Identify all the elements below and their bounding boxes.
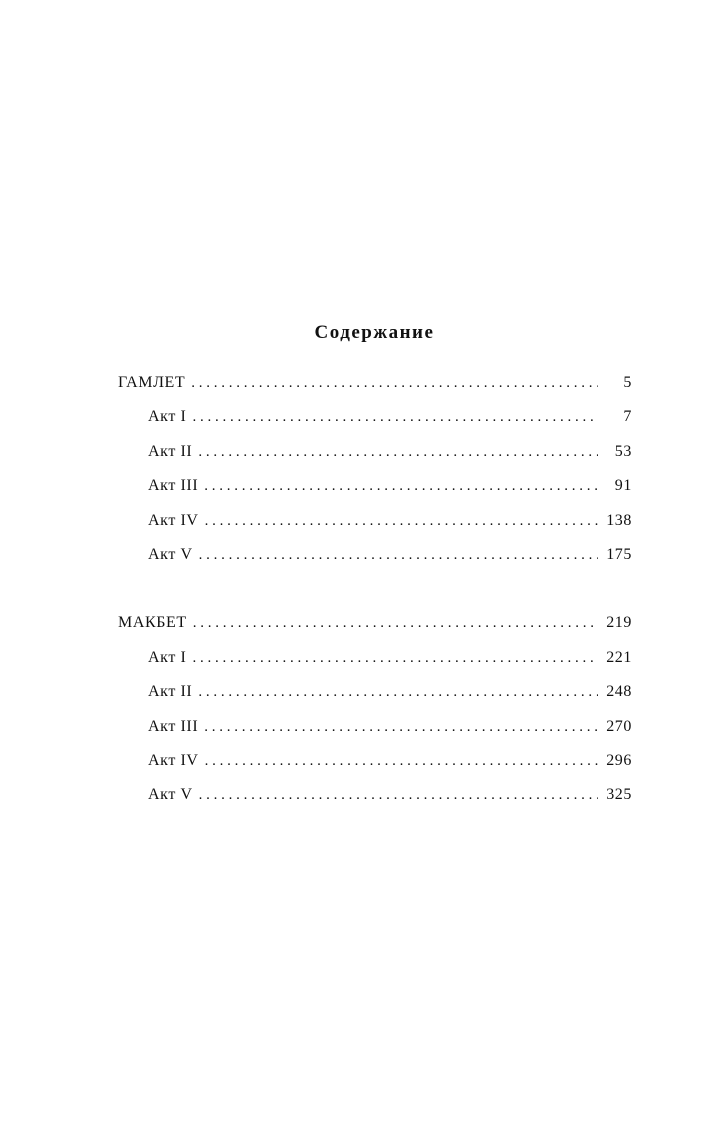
toc-entry-macbeth-act-1[interactable] — [118, 649, 632, 683]
toc-entry-macbeth-act-4[interactable] — [118, 752, 632, 786]
toc-entry-label: Акт V — [148, 545, 193, 563]
toc-entry-hamlet[interactable] — [118, 374, 632, 408]
toc-page-number: 221 — [606, 648, 632, 666]
toc-page-number: 219 — [606, 614, 632, 632]
toc-entry-label: Акт I — [148, 648, 187, 666]
toc-entry-label: Акт IV — [148, 751, 199, 769]
toc-page-number: 325 — [606, 786, 632, 804]
toc-group-hamlet — [118, 374, 632, 580]
toc-entry-label: Акт IV — [148, 511, 199, 529]
toc-entry-label: Акт II — [148, 442, 193, 460]
toc-page-number: 175 — [606, 545, 632, 563]
toc-entry-label: МАКБЕТ — [118, 614, 187, 632]
toc-entry-macbeth-act-3[interactable] — [118, 718, 632, 752]
toc-entry-label: ГАМЛЕТ — [118, 374, 186, 391]
toc-page-number: 248 — [606, 683, 632, 701]
toc-entry-macbeth-act-2[interactable] — [118, 683, 632, 717]
toc-entry-hamlet-act-1[interactable] — [118, 408, 632, 442]
toc-page-number: 5 — [623, 374, 632, 391]
dot-leader — [192, 409, 598, 426]
dot-leader — [205, 753, 598, 770]
dot-leader — [193, 615, 598, 632]
dot-leader — [192, 650, 598, 667]
toc-entry-label: Акт I — [148, 408, 187, 426]
dot-leader — [204, 478, 598, 495]
toc-entry-label: Акт III — [148, 717, 199, 735]
table-of-contents — [118, 374, 632, 821]
toc-page-number: 296 — [606, 751, 632, 769]
toc-page-number: 91 — [614, 477, 632, 495]
toc-page-number: 7 — [623, 408, 632, 426]
dot-leader — [198, 444, 598, 461]
toc-entry-macbeth-act-5[interactable] — [118, 786, 632, 820]
dot-leader — [199, 547, 598, 564]
dot-leader — [198, 684, 598, 701]
toc-group-macbeth — [118, 614, 632, 820]
toc-entry-hamlet-act-2[interactable] — [118, 443, 632, 477]
page-title: Содержание — [314, 322, 435, 343]
toc-entry-label: Акт II — [148, 683, 193, 701]
dot-leader — [204, 719, 598, 736]
toc-entry-label: Акт III — [148, 477, 199, 495]
toc-entry-macbeth[interactable] — [118, 614, 632, 648]
toc-entry-hamlet-act-3[interactable] — [118, 477, 632, 511]
dot-leader — [199, 787, 598, 804]
dot-leader — [191, 375, 598, 392]
toc-page-number: 138 — [606, 511, 632, 529]
toc-entry-label: Акт V — [148, 786, 193, 804]
toc-page-number: 270 — [606, 717, 632, 735]
toc-entry-hamlet-act-5[interactable] — [118, 546, 632, 580]
toc-entry-hamlet-act-4[interactable] — [118, 512, 632, 546]
dot-leader — [205, 513, 598, 530]
toc-page-number: 53 — [614, 442, 632, 460]
